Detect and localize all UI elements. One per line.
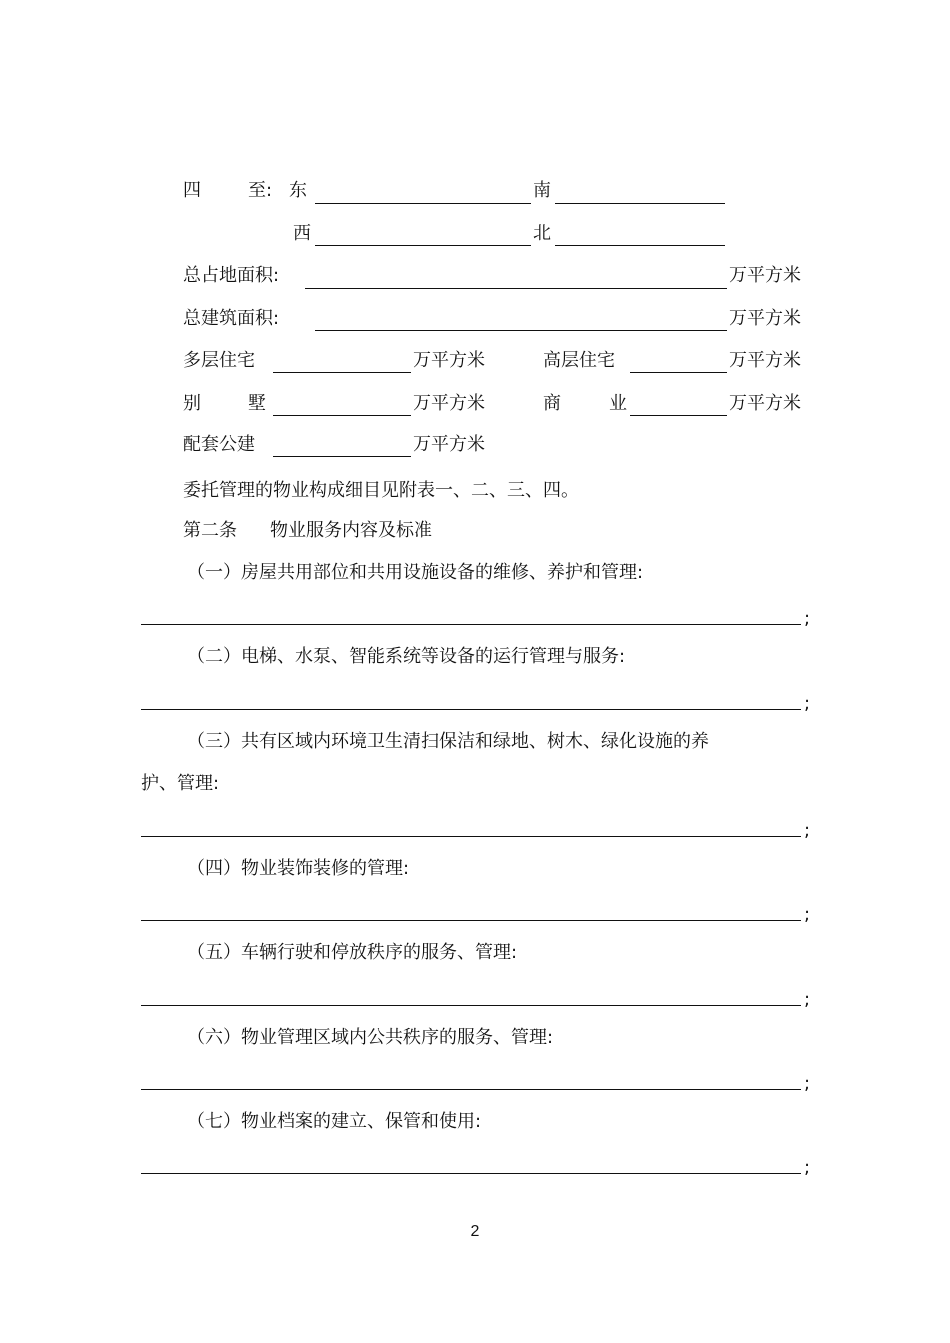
west-blank[interactable] (315, 245, 531, 246)
line-end-semicolon: ; (804, 989, 811, 1010)
villa-label-char2: 墅 (248, 393, 266, 414)
item-3-blank[interactable] (141, 836, 801, 837)
north-blank[interactable] (555, 245, 725, 246)
item-5-text: （五）车辆行驶和停放秩序的服务、管理: (187, 942, 518, 963)
item-5-blank[interactable] (141, 1005, 801, 1006)
total-land-area-label: 总占地面积: (183, 265, 280, 286)
villa-label-char1: 别 (183, 393, 201, 414)
line-end-semicolon: ; (804, 1073, 811, 1094)
north-label: 北 (533, 223, 551, 244)
south-label: 南 (533, 180, 551, 201)
item-6-blank[interactable] (141, 1089, 801, 1090)
line-end-semicolon: ; (804, 608, 811, 629)
item-1-text: （一）房屋共用部位和共用设施设备的维修、养护和管理: (187, 562, 644, 583)
total-building-area-label: 总建筑面积: (183, 308, 280, 329)
boundaries-label-si: 四 (183, 180, 201, 201)
item-3-text: （三）共有区域内环境卫生清扫保洁和绿地、树木、绿化设施的养 (187, 731, 709, 752)
item-7-blank[interactable] (141, 1173, 801, 1174)
item-1-blank[interactable] (141, 624, 801, 625)
commercial-blank[interactable] (630, 415, 727, 416)
west-label: 西 (293, 223, 311, 244)
south-blank[interactable] (555, 203, 725, 204)
total-building-area-blank[interactable] (315, 330, 727, 331)
total-land-area-blank[interactable] (305, 288, 727, 289)
boundaries-label-zhi: 至: (248, 180, 273, 201)
page-number: 2 (470, 1223, 480, 1240)
multi-storey-label: 多层住宅 (183, 350, 255, 371)
article-title: 物业服务内容及标准 (270, 520, 432, 541)
article-number: 第二条 (183, 520, 237, 541)
item-2-blank[interactable] (141, 709, 801, 710)
item-7-text: （七）物业档案的建立、保管和使用: (187, 1111, 482, 1132)
high-rise-blank[interactable] (630, 372, 727, 373)
line-end-semicolon: ; (804, 820, 811, 841)
item-4-blank[interactable] (141, 920, 801, 921)
commercial-label-char1: 商 (543, 393, 561, 414)
unit-label: 万平方米 (729, 393, 801, 414)
multi-storey-blank[interactable] (273, 372, 411, 373)
commercial-label-char2: 业 (609, 393, 627, 414)
villa-blank[interactable] (273, 415, 411, 416)
line-end-semicolon: ; (804, 1157, 811, 1178)
line-end-semicolon: ; (804, 693, 811, 714)
east-blank[interactable] (315, 203, 531, 204)
item-2-text: （二）电梯、水泵、智能系统等设备的运行管理与服务: (187, 646, 626, 667)
supporting-facilities-label: 配套公建 (183, 434, 255, 455)
east-label: 东 (289, 180, 307, 201)
unit-label: 万平方米 (413, 393, 485, 414)
supporting-facilities-blank[interactable] (273, 456, 411, 457)
item-4-text: （四）物业装饰装修的管理: (187, 858, 410, 879)
item-3-text-continued: 护、管理: (141, 773, 220, 794)
item-6-text: （六）物业管理区域内公共秩序的服务、管理: (187, 1027, 554, 1048)
high-rise-label: 高层住宅 (543, 350, 615, 371)
unit-label: 万平方米 (729, 350, 801, 371)
unit-label: 万平方米 (729, 265, 801, 286)
unit-label: 万平方米 (729, 308, 801, 329)
line-end-semicolon: ; (804, 904, 811, 925)
unit-label: 万平方米 (413, 434, 485, 455)
unit-label: 万平方米 (413, 350, 485, 371)
detail-note: 委托管理的物业构成细目见附表一、二、三、四。 (183, 480, 579, 501)
